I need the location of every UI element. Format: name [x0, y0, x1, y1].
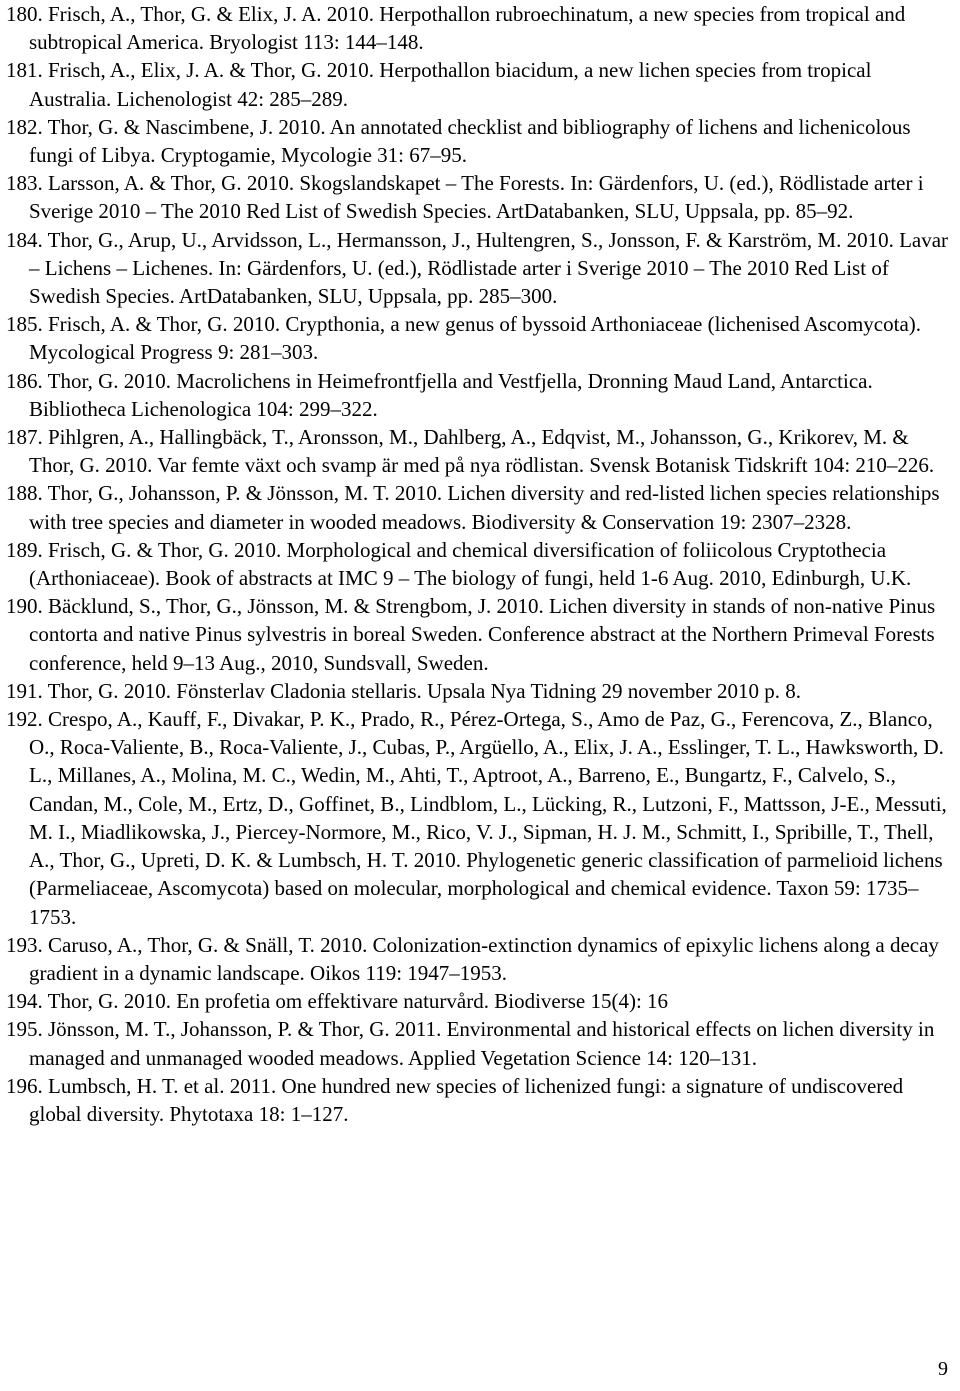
reference-195: 195. Jönsson, M. T., Johansson, P. & Thor, G. 2011. Environmental and historical effects on lichen diversity in managed and unmanaged wooded meadows. Applied Vegetation Science 14: 120–131. — [6, 1017, 935, 1070]
reference-193: 193. Caruso, A., Thor, G. & Snäll, T. 2010. Colonization-extinction dynamics of epixylic lichens along a decay gradient in a dynamic landscape. Oikos 119: 1947–1953. — [6, 932, 939, 985]
reference-182: 182. Thor, G. & Nascimbene, J. 2010. An annotated checklist and bibliography of lichens and lichenicolous fungi of Libya. Cryptogamie, Mycologie 31: 67–95. — [6, 114, 911, 168]
reference-194: 194. Thor, G. 2010. En profetia om effektivare naturvård. Biodiverse 15(4): 16 — [6, 989, 669, 1014]
reference-189: 189. Frisch, G. & Thor, G. 2010. Morphological and chemical diversification of foliicolous Cryptothecia (Arthoniaceae). Book of abstracts at IMC 9 – The biology of fungi, held 1-6 Aug. 2010, Edinburgh, U.K. — [6, 537, 912, 591]
page-number: 9 — [938, 1358, 948, 1380]
reference-191: 191. Thor, G. 2010. Fönsterlav Cladonia stellaris. Upsala Nya Tidning 29 november 2010 p. 8. — [6, 678, 801, 703]
reference-187: 187. Pihlgren, A., Hallingbäck, T., Aronsson, M., Dahlberg, A., Edqvist, M., Johansson, G., Krikorev, M. & Thor, G. 2010. Var femte växt och svamp är med på nya rödlistan. Svensk Botanisk Tidskrift 104: 210–226. — [6, 425, 935, 478]
reference-196: 196. Lumbsch, H. T. et al. 2011. One hundred new species of lichenized fungi: a signature of undiscovered global diversity. Phytotaxa 18: 1–127. — [6, 1073, 904, 1126]
reference-180: 180. Frisch, A., Thor, G. & Elix, J. A. 2010. Herpothallon rubroechinatum, a new species from tropical and subtropical America. Bryologist 113: 144–148. — [6, 2, 906, 55]
reference-list — [6, 0, 954, 1128]
reference-185: 185. Frisch, A. & Thor, G. 2010. Crypthonia, a new genus of byssoid Arthoniaceae (lichenised Ascomycota). Mycological Progress 9: 281–303. — [6, 312, 922, 365]
reference-186: 186. Thor, G. 2010. Macrolichens in Heimefrontfjella and Vestfjella, Dronning Maud Land, Antarctica. Bibliotheca Lichenologica 104: 299–322. — [6, 368, 873, 421]
reference-192: 192. Crespo, A., Kauff, F., Divakar, P. K., Prado, R., Pérez-Ortega, S., Amo de Paz, G., Ferencova, Z., Blanco, O., Roca-Valiente, B., Roca-Valiente, J., Cubas, P., Argüello, A., Elix, J. A., Esslinger, T. L., Hawksworth, D. L., Millanes, A., Molina, M. C., Wedin, M., Ahti, T., Aptroot, A., Barreno, E., Bungartz, F., Calvelo, S., Candan, M., Cole, M., Ertz, D., Goffinet, B., Lindblom, L., Lücking, R., Lutzoni, F., Mattsson, J-E., Messuti, M. I., Miadlikowska, J., Piercey-Normore, M., Rico, V. J., Sipman, H. J. M., Schmitt, I., Spribille, T., Thell, A., Thor, G., Upreti, D. K. & Lumbsch, H. T. 2010. Phylogenetic generic classification of parmelioid lichens (Parmeliaceae, Ascomycota) based on molecular, morphological and chemical evidence. Taxon 59: 1735–1753. — [6, 707, 947, 929]
reference-181: 181. Frisch, A., Elix, J. A. & Thor, G. 2010. Herpothallon biacidum, a new lichen species from tropical Australia. Lichenologist 42: 285–289. — [6, 58, 872, 111]
reference-190: 190. Bäcklund, S., Thor, G., Jönsson, M. & Strengbom, J. 2010. Lichen diversity in stands of non-native Pinus contorta and native Pinus sylvestris in boreal Sweden. Conference abstract at the Northern Primeval Forests conference, held 9–13 Aug., 2010, Sundsvall, Sweden. — [6, 594, 936, 675]
reference-184: 184. Thor, G., Arup, U., Arvidsson, L., Hermansson, J., Hultengren, S., Jonsson, F. & Karström, M. 2010. Lavar – Lichens – Lichenes. In: Gärdenfors, U. (ed.), Rödlistade arter i Sverige 2010 – The 2010 Red List of Swedish Species. ArtDatabanken, SLU, Uppsala, pp. 285–300. — [6, 227, 949, 309]
reference-188: 188. Thor, G., Johansson, P. & Jönsson, M. T. 2010. Lichen diversity and red-listed lichen species relationships with tree species and diameter in wooded meadows. Biodiversity & Conservation 19: 2307–2328. — [6, 481, 940, 534]
reference-183: 183. Larsson, A. & Thor, G. 2010. Skogslandskapet – The Forests. In: Gärdenfors, U. (ed.), Rödlistade arter i Sverige 2010 – The 2010 Red List of Swedish Species. ArtDatabanken, SLU, Uppsala, pp. 85–92. — [6, 171, 924, 224]
